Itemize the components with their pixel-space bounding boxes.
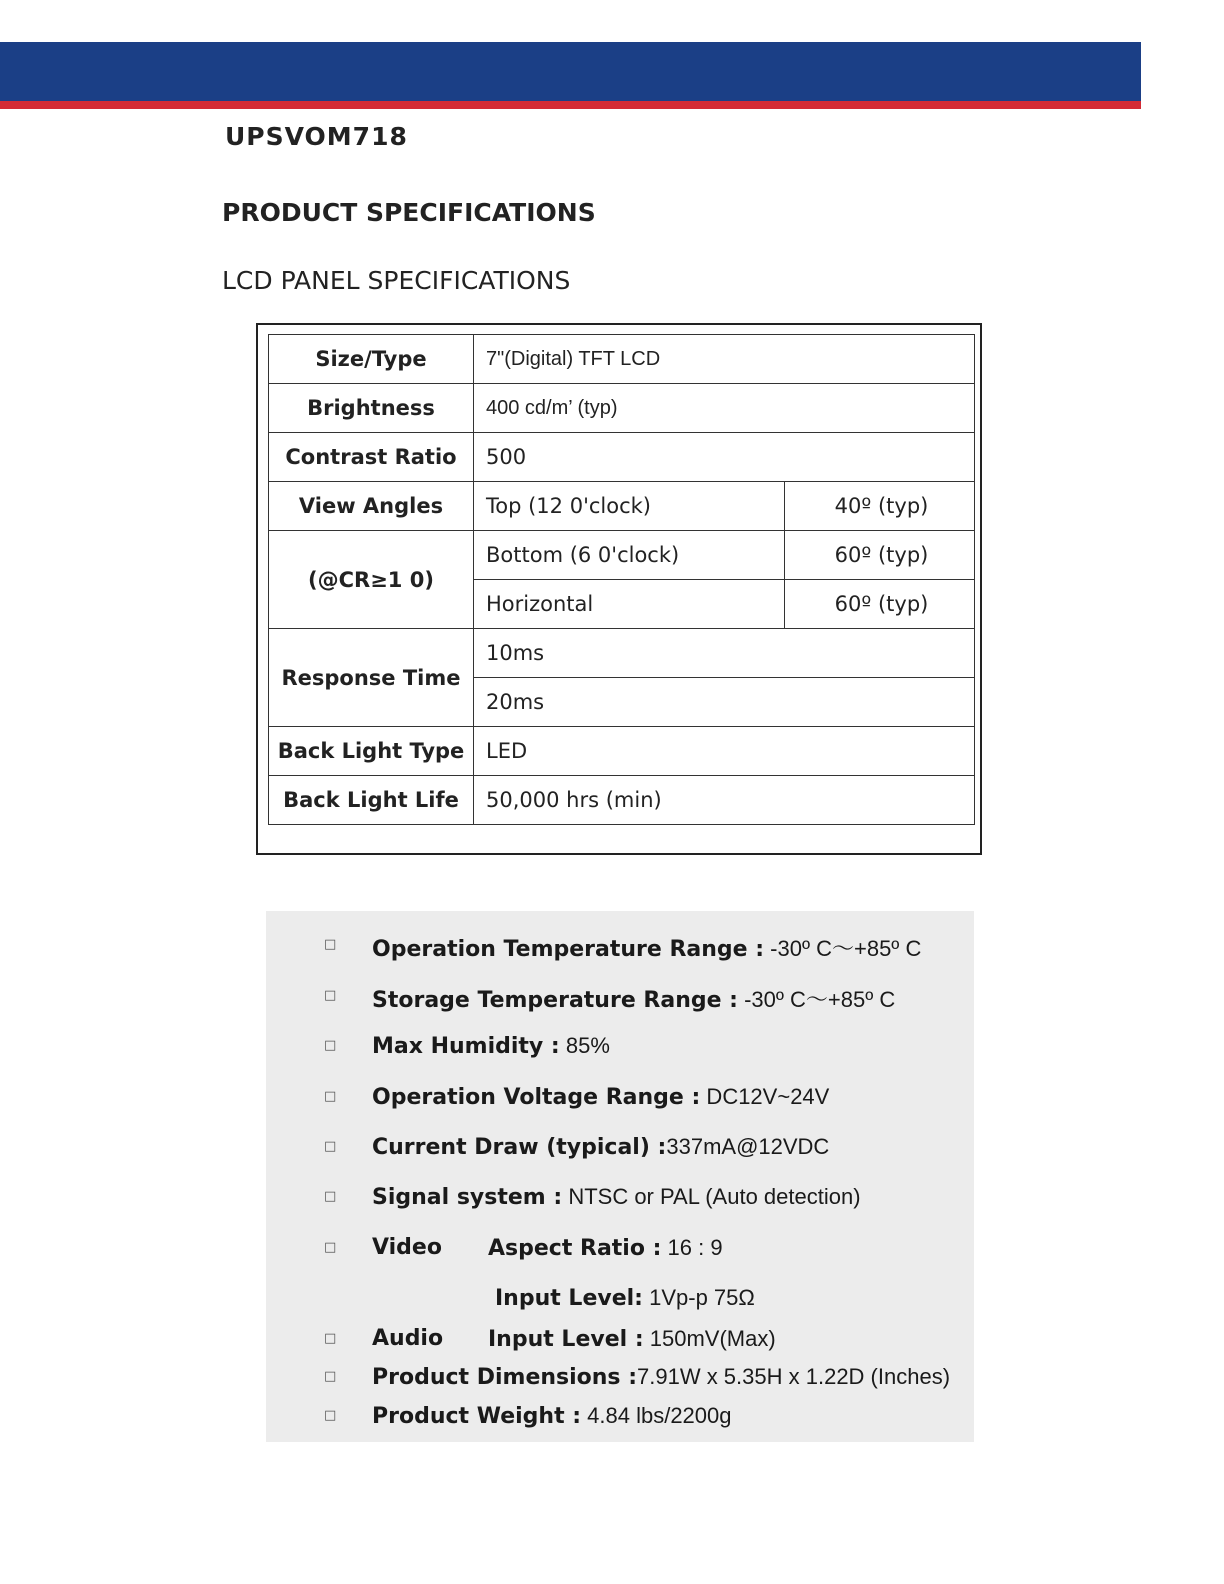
page-title: PRODUCT SPECIFICATIONS: [222, 198, 596, 227]
humidity-value: 85%: [559, 1033, 610, 1058]
section-subtitle: LCD PANEL SPECIFICATIONS: [222, 266, 571, 295]
response-time-label: Response Time: [269, 629, 474, 727]
bullet-icon: □: [324, 1369, 337, 1384]
model-number: UPSVOM718: [225, 122, 408, 151]
weight-label: Product Weight : 4.84 lbs/2200g: [372, 1403, 732, 1429]
response-time-value: 10ms: [474, 629, 975, 678]
video-label: Video: [372, 1235, 442, 1260]
table-row: [269, 531, 975, 580]
view-angle-value: 60º (typ): [785, 531, 975, 580]
operation-temp-label: Operation Temperature Range : -30º C～+85º C: [372, 936, 922, 962]
view-angle-direction: Horizontal: [474, 580, 785, 629]
table-row: [269, 384, 975, 433]
bullet-icon: □: [324, 937, 337, 952]
features-panel: [266, 911, 974, 1442]
table-row: [269, 335, 975, 384]
dimensions-label: Product Dimensions :7.91W x 5.35H x 1.22D (Inches): [372, 1364, 951, 1390]
back-light-life-label: Back Light Life: [269, 776, 474, 825]
bullet-icon: □: [324, 1038, 337, 1053]
brightness-value: 400 cd/m’ (typ): [474, 384, 975, 433]
humidity-label: Max Humidity : 85%: [372, 1033, 610, 1059]
table-row: [269, 776, 975, 825]
size-type-label: Size/Type: [269, 335, 474, 384]
bullet-icon: □: [324, 1331, 337, 1346]
view-angle-direction: Top (12 0'clock): [474, 482, 785, 531]
header-stripe: [0, 101, 1141, 109]
voltage-value: DC12V~24V: [700, 1084, 830, 1109]
current-label: Current Draw (typical) :337mA@12VDC: [372, 1134, 830, 1160]
storage-temp-value: -30º C～+85º C: [737, 987, 896, 1012]
response-time-value: 20ms: [474, 678, 975, 727]
view-angle-value: 60º (typ): [785, 580, 975, 629]
view-angle-direction: Bottom (6 0'clock): [474, 531, 785, 580]
audio-input-level: Input Level : 150mV(Max): [488, 1326, 776, 1352]
lcd-spec-table: [268, 334, 975, 825]
video-aspect: Aspect Ratio : 16 : 9: [488, 1235, 723, 1261]
dimensions-value: 7.91W x 5.35H x 1.22D (Inches): [637, 1364, 951, 1389]
bullet-icon: □: [324, 1139, 337, 1154]
weight-value: 4.84 lbs/2200g: [581, 1403, 732, 1428]
video-aspect-value: 16 : 9: [661, 1235, 723, 1260]
header-band: [0, 42, 1141, 101]
bullet-icon: □: [324, 1089, 337, 1104]
audio-input-value: 150mV(Max): [643, 1326, 776, 1351]
size-type-value: 7"(Digital) TFT LCD: [474, 335, 975, 384]
view-angle-value: 40º (typ): [785, 482, 975, 531]
signal-value: NTSC or PAL (Auto detection): [562, 1184, 861, 1209]
view-angles-label: View Angles: [269, 482, 474, 531]
signal-label: Signal system : NTSC or PAL (Auto detection): [372, 1184, 861, 1210]
table-row: [269, 482, 975, 531]
video-input-level: Input Level: 1Vp-p 75Ω: [495, 1285, 755, 1311]
table-row: [269, 727, 975, 776]
bullet-icon: □: [324, 988, 337, 1003]
storage-temp-label: Storage Temperature Range : -30º C～+85º C: [372, 987, 896, 1013]
lcd-spec-table-frame: [256, 323, 982, 855]
back-light-life-value: 50,000 hrs (min): [474, 776, 975, 825]
back-light-type-value: LED: [474, 727, 975, 776]
contrast-label: Contrast Ratio: [269, 433, 474, 482]
voltage-label: Operation Voltage Range : DC12V~24V: [372, 1084, 830, 1110]
bullet-icon: □: [324, 1240, 337, 1255]
back-light-type-label: Back Light Type: [269, 727, 474, 776]
contrast-value: 500: [474, 433, 975, 482]
audio-label: Audio: [372, 1326, 444, 1351]
current-value: 337mA@12VDC: [666, 1134, 830, 1159]
video-input-value: 1Vp-p 75Ω: [642, 1285, 755, 1310]
brightness-label: Brightness: [269, 384, 474, 433]
bullet-icon: □: [324, 1408, 337, 1423]
table-row: [269, 629, 975, 678]
operation-temp-value: -30º C～+85º C: [764, 936, 922, 961]
view-angles-condition: (@CR≥1 0): [269, 531, 474, 629]
table-row: [269, 433, 975, 482]
bullet-icon: □: [324, 1189, 337, 1204]
